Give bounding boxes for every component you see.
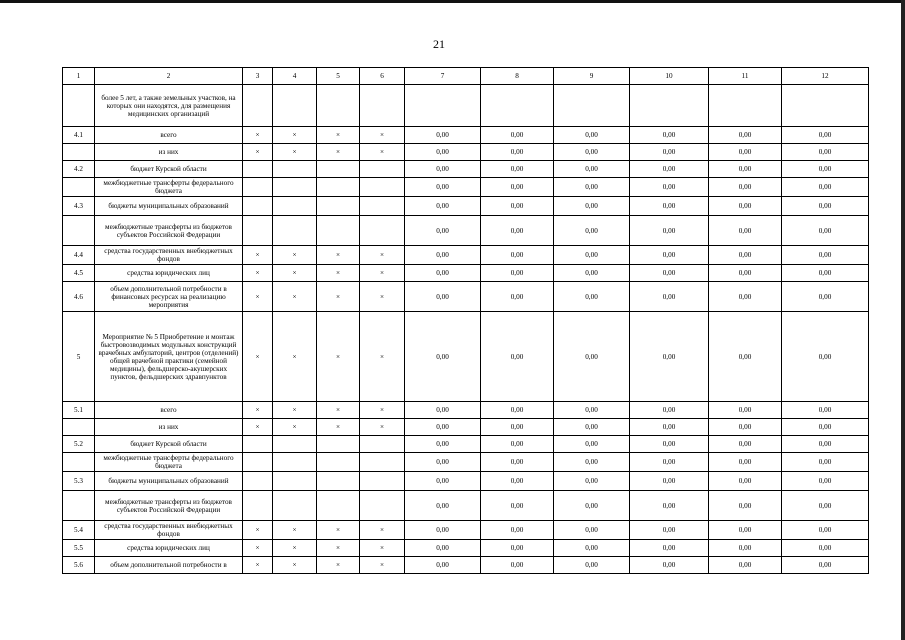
value-cell: × <box>273 144 317 161</box>
value-cell <box>243 472 273 491</box>
table-row <box>63 557 869 574</box>
table-row <box>63 127 869 144</box>
header-cell: 11 <box>709 68 782 85</box>
value-cell: × <box>273 419 317 436</box>
table-row <box>63 265 869 282</box>
value-cell: 0,00 <box>405 246 481 265</box>
value-cell: 0,00 <box>782 540 869 557</box>
value-cell: × <box>273 127 317 144</box>
value-cell: 0,00 <box>405 540 481 557</box>
value-cell <box>360 436 405 453</box>
row-number: 4.4 <box>63 246 95 265</box>
value-cell: × <box>243 265 273 282</box>
value-cell <box>782 85 869 127</box>
table-row <box>63 491 869 521</box>
value-cell: × <box>317 540 360 557</box>
value-cell <box>243 161 273 178</box>
row-name: средства юридических лиц <box>95 265 243 282</box>
row-name: средства юридических лиц <box>95 540 243 557</box>
value-cell: 0,00 <box>630 472 709 491</box>
value-cell: 0,00 <box>709 216 782 246</box>
value-cell: 0,00 <box>782 282 869 312</box>
header-cell: 7 <box>405 68 481 85</box>
row-name: бюджет Курской области <box>95 161 243 178</box>
value-cell: 0,00 <box>782 453 869 472</box>
row-name: более 5 лет, а также земельных участков, на которых они находятся, для размещения медицинских организаций <box>95 85 243 127</box>
value-cell: 0,00 <box>630 127 709 144</box>
value-cell: 0,00 <box>782 312 869 402</box>
value-cell: × <box>317 419 360 436</box>
value-cell: 0,00 <box>709 521 782 540</box>
value-cell: 0,00 <box>481 216 554 246</box>
value-cell: 0,00 <box>405 282 481 312</box>
value-cell <box>405 85 481 127</box>
table-row <box>63 178 869 197</box>
value-cell <box>273 178 317 197</box>
value-cell: 0,00 <box>782 521 869 540</box>
row-number: 4.3 <box>63 197 95 216</box>
value-cell: 0,00 <box>405 402 481 419</box>
value-cell: 0,00 <box>554 436 630 453</box>
value-cell <box>317 197 360 216</box>
value-cell: 0,00 <box>481 312 554 402</box>
value-cell: 0,00 <box>481 197 554 216</box>
value-cell: 0,00 <box>554 453 630 472</box>
row-number <box>63 178 95 197</box>
value-cell: 0,00 <box>481 491 554 521</box>
value-cell <box>273 85 317 127</box>
value-cell: 0,00 <box>709 491 782 521</box>
scan-edge-top <box>0 0 905 3</box>
value-cell: × <box>317 312 360 402</box>
row-number: 5.4 <box>63 521 95 540</box>
value-cell: × <box>360 246 405 265</box>
row-name: Мероприятие № 5 Приобретение и монтаж быстровозводимых модульных конструкций врачебных амбулаторий, центров (отделений) общей врачебной практики (семейной медицины), фельдшерско-акушерских пунктов, фельдшерских здравпунктов <box>95 312 243 402</box>
value-cell: × <box>273 540 317 557</box>
value-cell: 0,00 <box>405 557 481 574</box>
value-cell <box>360 216 405 246</box>
table-row <box>63 436 869 453</box>
row-name: объем дополнительной потребности в финансовых ресурсах на реализацию мероприятия <box>95 282 243 312</box>
value-cell: 0,00 <box>709 127 782 144</box>
value-cell: 0,00 <box>782 265 869 282</box>
row-name: всего <box>95 402 243 419</box>
value-cell: × <box>243 521 273 540</box>
value-cell <box>360 161 405 178</box>
value-cell: × <box>317 282 360 312</box>
value-cell: 0,00 <box>481 161 554 178</box>
value-cell: 0,00 <box>554 402 630 419</box>
row-number: 5.6 <box>63 557 95 574</box>
value-cell: × <box>317 144 360 161</box>
row-number <box>63 144 95 161</box>
value-cell: 0,00 <box>554 127 630 144</box>
table-row <box>63 144 869 161</box>
value-cell: 0,00 <box>405 216 481 246</box>
value-cell: × <box>243 246 273 265</box>
value-cell: 0,00 <box>709 453 782 472</box>
value-cell <box>317 491 360 521</box>
value-cell: 0,00 <box>630 161 709 178</box>
value-cell: × <box>360 312 405 402</box>
value-cell: 0,00 <box>782 178 869 197</box>
value-cell: × <box>360 521 405 540</box>
value-cell: 0,00 <box>405 178 481 197</box>
value-cell: × <box>360 557 405 574</box>
value-cell: 0,00 <box>709 312 782 402</box>
value-cell <box>360 472 405 491</box>
value-cell: 0,00 <box>709 161 782 178</box>
value-cell <box>273 216 317 246</box>
value-cell <box>243 178 273 197</box>
row-name: межбюджетные трансферты из бюджетов субъектов Российской Федерации <box>95 491 243 521</box>
value-cell: × <box>317 127 360 144</box>
value-cell <box>360 178 405 197</box>
row-number <box>63 216 95 246</box>
value-cell: × <box>243 127 273 144</box>
value-cell: × <box>243 557 273 574</box>
value-cell: × <box>360 402 405 419</box>
value-cell: × <box>243 312 273 402</box>
value-cell: 0,00 <box>554 282 630 312</box>
value-cell: × <box>243 282 273 312</box>
value-cell <box>273 197 317 216</box>
value-cell: × <box>243 540 273 557</box>
value-cell: 0,00 <box>782 216 869 246</box>
row-number: 5.5 <box>63 540 95 557</box>
value-cell: 0,00 <box>405 127 481 144</box>
value-cell <box>273 453 317 472</box>
value-cell: 0,00 <box>405 472 481 491</box>
value-cell <box>481 85 554 127</box>
value-cell: 0,00 <box>481 540 554 557</box>
value-cell: × <box>360 282 405 312</box>
value-cell <box>360 85 405 127</box>
table-row <box>63 197 869 216</box>
value-cell: 0,00 <box>782 419 869 436</box>
value-cell: 0,00 <box>782 557 869 574</box>
value-cell: 0,00 <box>481 436 554 453</box>
value-cell: 0,00 <box>405 265 481 282</box>
value-cell <box>273 436 317 453</box>
table-row <box>63 472 869 491</box>
header-cell: 5 <box>317 68 360 85</box>
row-name: средства государственных внебюджетных фондов <box>95 246 243 265</box>
header-cell: 3 <box>243 68 273 85</box>
value-cell: 0,00 <box>782 246 869 265</box>
value-cell: 0,00 <box>630 540 709 557</box>
value-cell: 0,00 <box>481 144 554 161</box>
value-cell: 0,00 <box>630 197 709 216</box>
value-cell: 0,00 <box>709 197 782 216</box>
value-cell: 0,00 <box>481 282 554 312</box>
value-cell: 0,00 <box>554 197 630 216</box>
value-cell: 0,00 <box>554 246 630 265</box>
table-row <box>63 85 869 127</box>
value-cell: × <box>360 265 405 282</box>
value-cell: 0,00 <box>630 282 709 312</box>
value-cell: 0,00 <box>554 557 630 574</box>
value-cell: 0,00 <box>554 521 630 540</box>
value-cell: × <box>273 521 317 540</box>
header-cell: 12 <box>782 68 869 85</box>
value-cell: 0,00 <box>554 161 630 178</box>
value-cell: × <box>360 144 405 161</box>
value-cell: 0,00 <box>405 197 481 216</box>
row-number <box>63 453 95 472</box>
table-row <box>63 282 869 312</box>
value-cell: 0,00 <box>709 282 782 312</box>
value-cell: × <box>360 540 405 557</box>
value-cell: 0,00 <box>709 472 782 491</box>
header-cell: 6 <box>360 68 405 85</box>
row-name: из них <box>95 419 243 436</box>
value-cell: 0,00 <box>782 144 869 161</box>
value-cell: 0,00 <box>481 472 554 491</box>
header-cell: 8 <box>481 68 554 85</box>
value-cell: 0,00 <box>630 419 709 436</box>
value-cell <box>243 216 273 246</box>
value-cell: × <box>243 402 273 419</box>
value-cell: × <box>273 265 317 282</box>
row-name: из них <box>95 144 243 161</box>
table-row <box>63 216 869 246</box>
value-cell <box>709 85 782 127</box>
value-cell <box>273 161 317 178</box>
value-cell: 0,00 <box>481 246 554 265</box>
value-cell <box>243 491 273 521</box>
value-cell: 0,00 <box>709 246 782 265</box>
value-cell <box>554 85 630 127</box>
value-cell: 0,00 <box>782 472 869 491</box>
value-cell: 0,00 <box>782 127 869 144</box>
value-cell: × <box>360 127 405 144</box>
value-cell: 0,00 <box>405 144 481 161</box>
value-cell <box>273 491 317 521</box>
value-cell: 0,00 <box>481 265 554 282</box>
row-number: 5.3 <box>63 472 95 491</box>
value-cell: × <box>317 246 360 265</box>
value-cell: 0,00 <box>782 491 869 521</box>
value-cell <box>360 453 405 472</box>
value-cell: 0,00 <box>554 540 630 557</box>
value-cell: 0,00 <box>405 419 481 436</box>
value-cell: × <box>273 312 317 402</box>
value-cell: 0,00 <box>630 436 709 453</box>
value-cell: 0,00 <box>554 472 630 491</box>
value-cell: 0,00 <box>709 436 782 453</box>
value-cell: 0,00 <box>405 521 481 540</box>
table-row <box>63 246 869 265</box>
value-cell: × <box>273 282 317 312</box>
value-cell: 0,00 <box>481 178 554 197</box>
value-cell: 0,00 <box>481 419 554 436</box>
value-cell: 0,00 <box>554 312 630 402</box>
value-cell: 0,00 <box>630 402 709 419</box>
row-name: всего <box>95 127 243 144</box>
value-cell: 0,00 <box>481 453 554 472</box>
value-cell: 0,00 <box>709 402 782 419</box>
row-number: 5.2 <box>63 436 95 453</box>
value-cell <box>630 85 709 127</box>
value-cell: × <box>273 557 317 574</box>
value-cell: × <box>317 557 360 574</box>
value-cell: 0,00 <box>630 178 709 197</box>
table-row <box>63 402 869 419</box>
value-cell <box>317 453 360 472</box>
value-cell <box>360 197 405 216</box>
header-cell: 2 <box>95 68 243 85</box>
budget-table <box>62 67 869 574</box>
value-cell <box>243 85 273 127</box>
value-cell: 0,00 <box>782 402 869 419</box>
value-cell <box>243 453 273 472</box>
value-cell: 0,00 <box>709 419 782 436</box>
value-cell: 0,00 <box>782 197 869 216</box>
row-number: 4.2 <box>63 161 95 178</box>
value-cell: 0,00 <box>630 265 709 282</box>
header-cell: 1 <box>63 68 95 85</box>
value-cell: 0,00 <box>630 144 709 161</box>
value-cell: 0,00 <box>405 161 481 178</box>
value-cell: 0,00 <box>630 453 709 472</box>
header-cell: 9 <box>554 68 630 85</box>
value-cell: 0,00 <box>709 265 782 282</box>
value-cell: 0,00 <box>481 557 554 574</box>
row-name: средства государственных внебюджетных фондов <box>95 521 243 540</box>
value-cell <box>243 436 273 453</box>
row-number <box>63 491 95 521</box>
value-cell: 0,00 <box>405 453 481 472</box>
value-cell: × <box>273 246 317 265</box>
row-number: 4.1 <box>63 127 95 144</box>
value-cell: 0,00 <box>630 521 709 540</box>
value-cell: 0,00 <box>782 436 869 453</box>
value-cell: × <box>317 402 360 419</box>
row-name: межбюджетные трансферты из бюджетов субъектов Российской Федерации <box>95 216 243 246</box>
value-cell <box>243 197 273 216</box>
value-cell: 0,00 <box>554 178 630 197</box>
value-cell: × <box>273 402 317 419</box>
value-cell <box>317 472 360 491</box>
value-cell <box>317 178 360 197</box>
value-cell: 0,00 <box>405 491 481 521</box>
value-cell: 0,00 <box>630 312 709 402</box>
header-cell: 4 <box>273 68 317 85</box>
value-cell: 0,00 <box>554 419 630 436</box>
value-cell: 0,00 <box>405 312 481 402</box>
row-number: 4.5 <box>63 265 95 282</box>
table-row <box>63 540 869 557</box>
value-cell: 0,00 <box>709 557 782 574</box>
value-cell: 0,00 <box>709 144 782 161</box>
value-cell: 0,00 <box>630 491 709 521</box>
value-cell <box>317 216 360 246</box>
header-cell: 10 <box>630 68 709 85</box>
row-name: объем дополнительной потребности в <box>95 557 243 574</box>
value-cell: × <box>360 419 405 436</box>
value-cell: 0,00 <box>709 178 782 197</box>
value-cell: 0,00 <box>481 521 554 540</box>
table-row <box>63 453 869 472</box>
value-cell: × <box>243 144 273 161</box>
value-cell: 0,00 <box>481 402 554 419</box>
value-cell: 0,00 <box>405 436 481 453</box>
value-cell: 0,00 <box>554 265 630 282</box>
value-cell: 0,00 <box>709 540 782 557</box>
table-body <box>63 85 869 574</box>
row-name: бюджеты муниципальных образований <box>95 197 243 216</box>
row-name: бюджеты муниципальных образований <box>95 472 243 491</box>
value-cell: 0,00 <box>782 161 869 178</box>
table-row <box>63 161 869 178</box>
page-number: 21 <box>433 37 445 51</box>
row-number <box>63 419 95 436</box>
value-cell: 0,00 <box>554 491 630 521</box>
row-name: бюджет Курской области <box>95 436 243 453</box>
value-cell: 0,00 <box>630 246 709 265</box>
value-cell <box>317 85 360 127</box>
row-name: межбюджетные трансферты федерального бюджета <box>95 453 243 472</box>
row-number: 4.6 <box>63 282 95 312</box>
row-number: 5 <box>63 312 95 402</box>
table-row <box>63 521 869 540</box>
table-row <box>63 419 869 436</box>
value-cell: 0,00 <box>554 144 630 161</box>
value-cell: 0,00 <box>630 557 709 574</box>
value-cell: 0,00 <box>554 216 630 246</box>
table-header-row <box>63 68 869 85</box>
value-cell: × <box>317 265 360 282</box>
scan-edge-right <box>901 0 905 640</box>
row-number: 5.1 <box>63 402 95 419</box>
value-cell <box>317 436 360 453</box>
table-row <box>63 312 869 402</box>
value-cell <box>317 161 360 178</box>
value-cell <box>360 491 405 521</box>
value-cell <box>273 472 317 491</box>
value-cell: × <box>243 419 273 436</box>
row-number <box>63 85 95 127</box>
value-cell: 0,00 <box>630 216 709 246</box>
value-cell: × <box>317 521 360 540</box>
value-cell: 0,00 <box>481 127 554 144</box>
row-name: межбюджетные трансферты федерального бюджета <box>95 178 243 197</box>
